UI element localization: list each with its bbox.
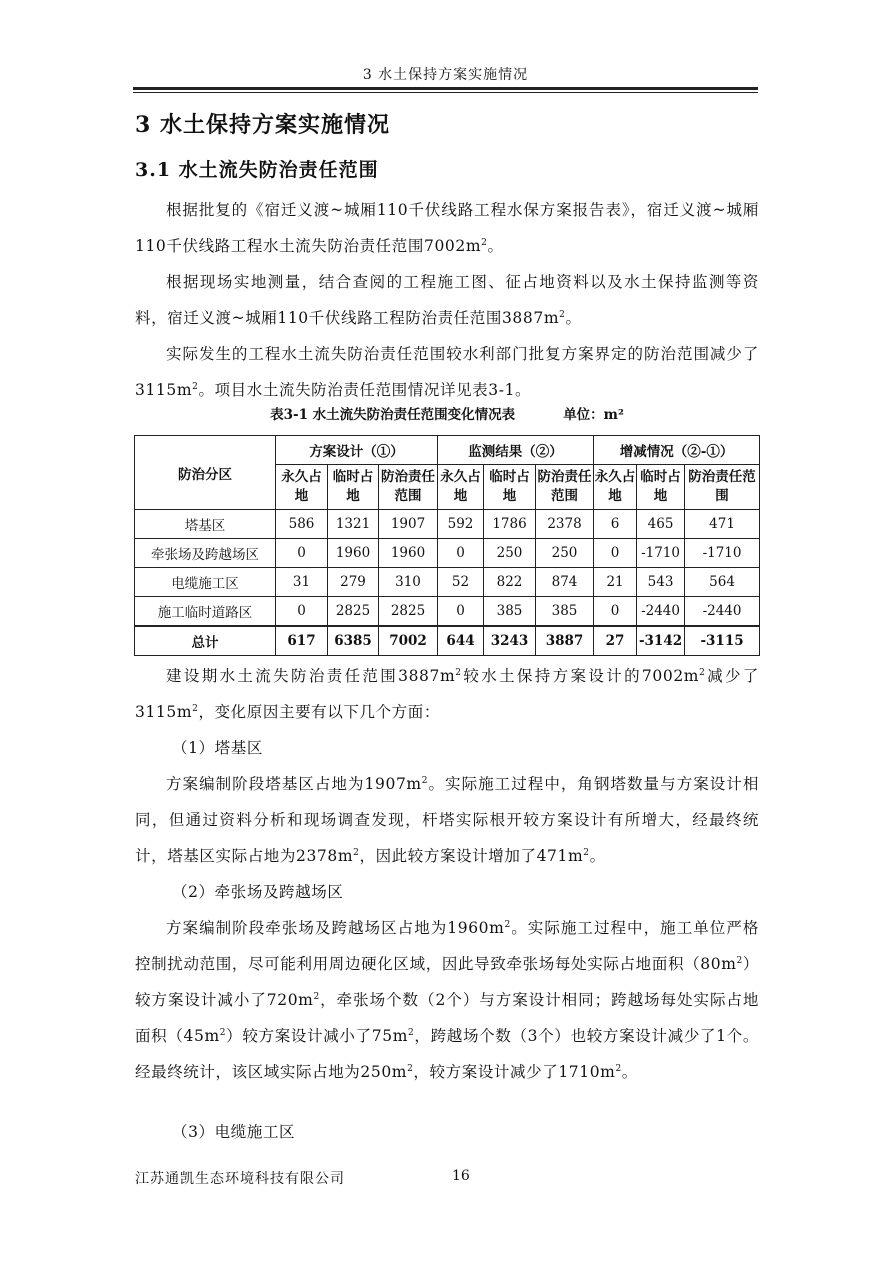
table-cell: 385: [536, 597, 594, 627]
table-cell: 0: [594, 539, 637, 568]
table-unit: 单位：m²: [563, 407, 624, 423]
column-header: 永久占地: [594, 465, 637, 510]
column-header: 防治责任范围: [685, 465, 760, 510]
subheading-cable-construction: （3）电缆施工区: [172, 1123, 296, 1141]
footer-company: 江苏通凯生态环境科技有限公司: [135, 1171, 345, 1187]
table-cell: 250: [536, 539, 594, 568]
table-cell: 279: [328, 568, 379, 597]
table-cell: 6: [594, 510, 637, 539]
total-row: [135, 626, 760, 656]
table-cell: 0: [438, 597, 484, 627]
subheading-tower-base: （1）塔基区: [172, 739, 263, 757]
header-rule-thin: [133, 92, 758, 93]
table-cell: 7002: [379, 626, 438, 656]
table-cell: 27: [594, 626, 637, 656]
column-header: 临时占地: [637, 465, 685, 510]
table-cell: 465: [637, 510, 685, 539]
table-cell: -2440: [685, 597, 760, 627]
section-title: 3.1 水土流失防治责任范围: [135, 159, 379, 181]
table-cell: -1710: [685, 539, 760, 568]
table-cell: 21: [594, 568, 637, 597]
table-cell: 0: [276, 539, 328, 568]
corner-header: 防治分区: [135, 436, 276, 510]
table-cell: 471: [685, 510, 760, 539]
table-cell: -3142: [637, 626, 685, 656]
group-header: 方案设计（①）: [276, 436, 438, 465]
table-cell: 874: [536, 568, 594, 597]
running-header: 3 水土保持方案实施情况: [362, 67, 529, 83]
column-header: 防治责任范围: [379, 465, 438, 510]
table-cell: -2440: [637, 597, 685, 627]
table-row: [135, 510, 760, 539]
paragraph-scope-reduction: 实际发生的工程水土流失防治责任范围较水利部门批复方案界定的防治范围减少了$3115m^2$。项目水土流失防治责任范围情况详见表3-1。: [135, 345, 759, 399]
table-cell: 2825: [379, 597, 438, 627]
table-cell: 2825: [328, 597, 379, 627]
row-name: 塔基区: [135, 510, 276, 539]
table-cell: 0: [438, 539, 484, 568]
header-rule-thick: [133, 87, 758, 90]
row-name: 牵张场及跨越场区: [135, 539, 276, 568]
table-cell: 617: [276, 626, 328, 656]
column-header: 永久占地: [276, 465, 328, 510]
table-row: [135, 539, 760, 568]
table-cell: 0: [276, 597, 328, 627]
row-name: 电缆施工区: [135, 568, 276, 597]
paragraph-change-summary: 建设期水土流失防治责任范围$3887m^2$较水土保持方案设计的$7002m^2$减少了$3115m^2$，变化原因主要有以下几个方面：: [135, 667, 759, 721]
table-cell: 250: [484, 539, 536, 568]
table-cell: 564: [685, 568, 760, 597]
table-cell: 1786: [484, 510, 536, 539]
table-cell: 1960: [379, 539, 438, 568]
table-cell: 6385: [328, 626, 379, 656]
table-cell: 543: [637, 568, 685, 597]
table-cell: 1960: [328, 539, 379, 568]
chapter-title: 3 水土保持方案实施情况: [135, 112, 390, 138]
responsibility-scope-table: [134, 435, 760, 656]
table-cell: 3887: [536, 626, 594, 656]
column-header: 临时占地: [484, 465, 536, 510]
row-name: 施工临时道路区: [135, 597, 276, 627]
table-cell: 1907: [379, 510, 438, 539]
group-header: 监测结果（②）: [438, 436, 594, 465]
table-cell: -1710: [637, 539, 685, 568]
page-number: 16: [452, 1168, 470, 1184]
paragraph-tower-base: 方案编制阶段塔基区占地为$1907m^2$。实际施工过程中，角钢塔数量与方案设计相同，但通过资料分析和现场调查发现，杆塔实际根开较方案设计有所增大，经最终统计，塔基区实际占地为$2378m^2$，因此较方案设计增加了$471m^2$。: [135, 775, 759, 865]
table-cell: 310: [379, 568, 438, 597]
table-cell: -3115: [685, 626, 760, 656]
table-cell: 644: [438, 626, 484, 656]
table-cell: 52: [438, 568, 484, 597]
column-header: 永久占地: [438, 465, 484, 510]
table-cell: 3243: [484, 626, 536, 656]
table-caption: 表3-1 水土流失防治责任范围变化情况表 单位：m²: [270, 407, 624, 423]
column-header: 临时占地: [328, 465, 379, 510]
paragraph-measured-scope: 根据现场实地测量，结合查阅的工程施工图、征占地资料以及水土保持监测等资料，宿迁义渡~城厢110千伏线路工程防治责任范围$3887m^2$。: [135, 273, 759, 327]
table-row: [135, 597, 760, 627]
table-cell: 1321: [328, 510, 379, 539]
paragraph-tension-crossing: 方案编制阶段牵张场及跨越场区占地为$1960m^2$。实际施工过程中，施工单位严格控制扰动范围，尽可能利用周边硬化区域，因此导致牵张场每处实际占地面积$(80m^2)$较方案设计减小了$720m^2$，牵张场个数（2个）与方案设计相同；跨越场每处实际占地面积$(45m^2)$较方案设计减小了$75m^2$，跨越场个数（3个）也较方案设计减少了1个。经最终统计，该区域实际占地为$250m^2$，较方案设计减少了$1710m^2$。: [135, 919, 759, 1081]
table-cell: 0: [594, 597, 637, 627]
subheading-tension-crossing: （2）牵张场及跨越场区: [172, 883, 344, 901]
column-header: 防治责任范围: [536, 465, 594, 510]
group-header: 增减情况（②-①）: [594, 436, 760, 465]
table-cell: 31: [276, 568, 328, 597]
paragraph-approved-scope: 根据批复的《宿迁义渡~城厢110千伏线路工程水保方案报告表》，宿迁义渡~城厢110千伏线路工程水土流失防治责任范围$7002m^2$。: [135, 201, 759, 255]
table-cell: 822: [484, 568, 536, 597]
table-cell: 592: [438, 510, 484, 539]
table-cell: 2378: [536, 510, 594, 539]
table-row: [135, 568, 760, 597]
row-name: 总计: [135, 626, 276, 656]
table-cell: 586: [276, 510, 328, 539]
table-cell: 385: [484, 597, 536, 627]
